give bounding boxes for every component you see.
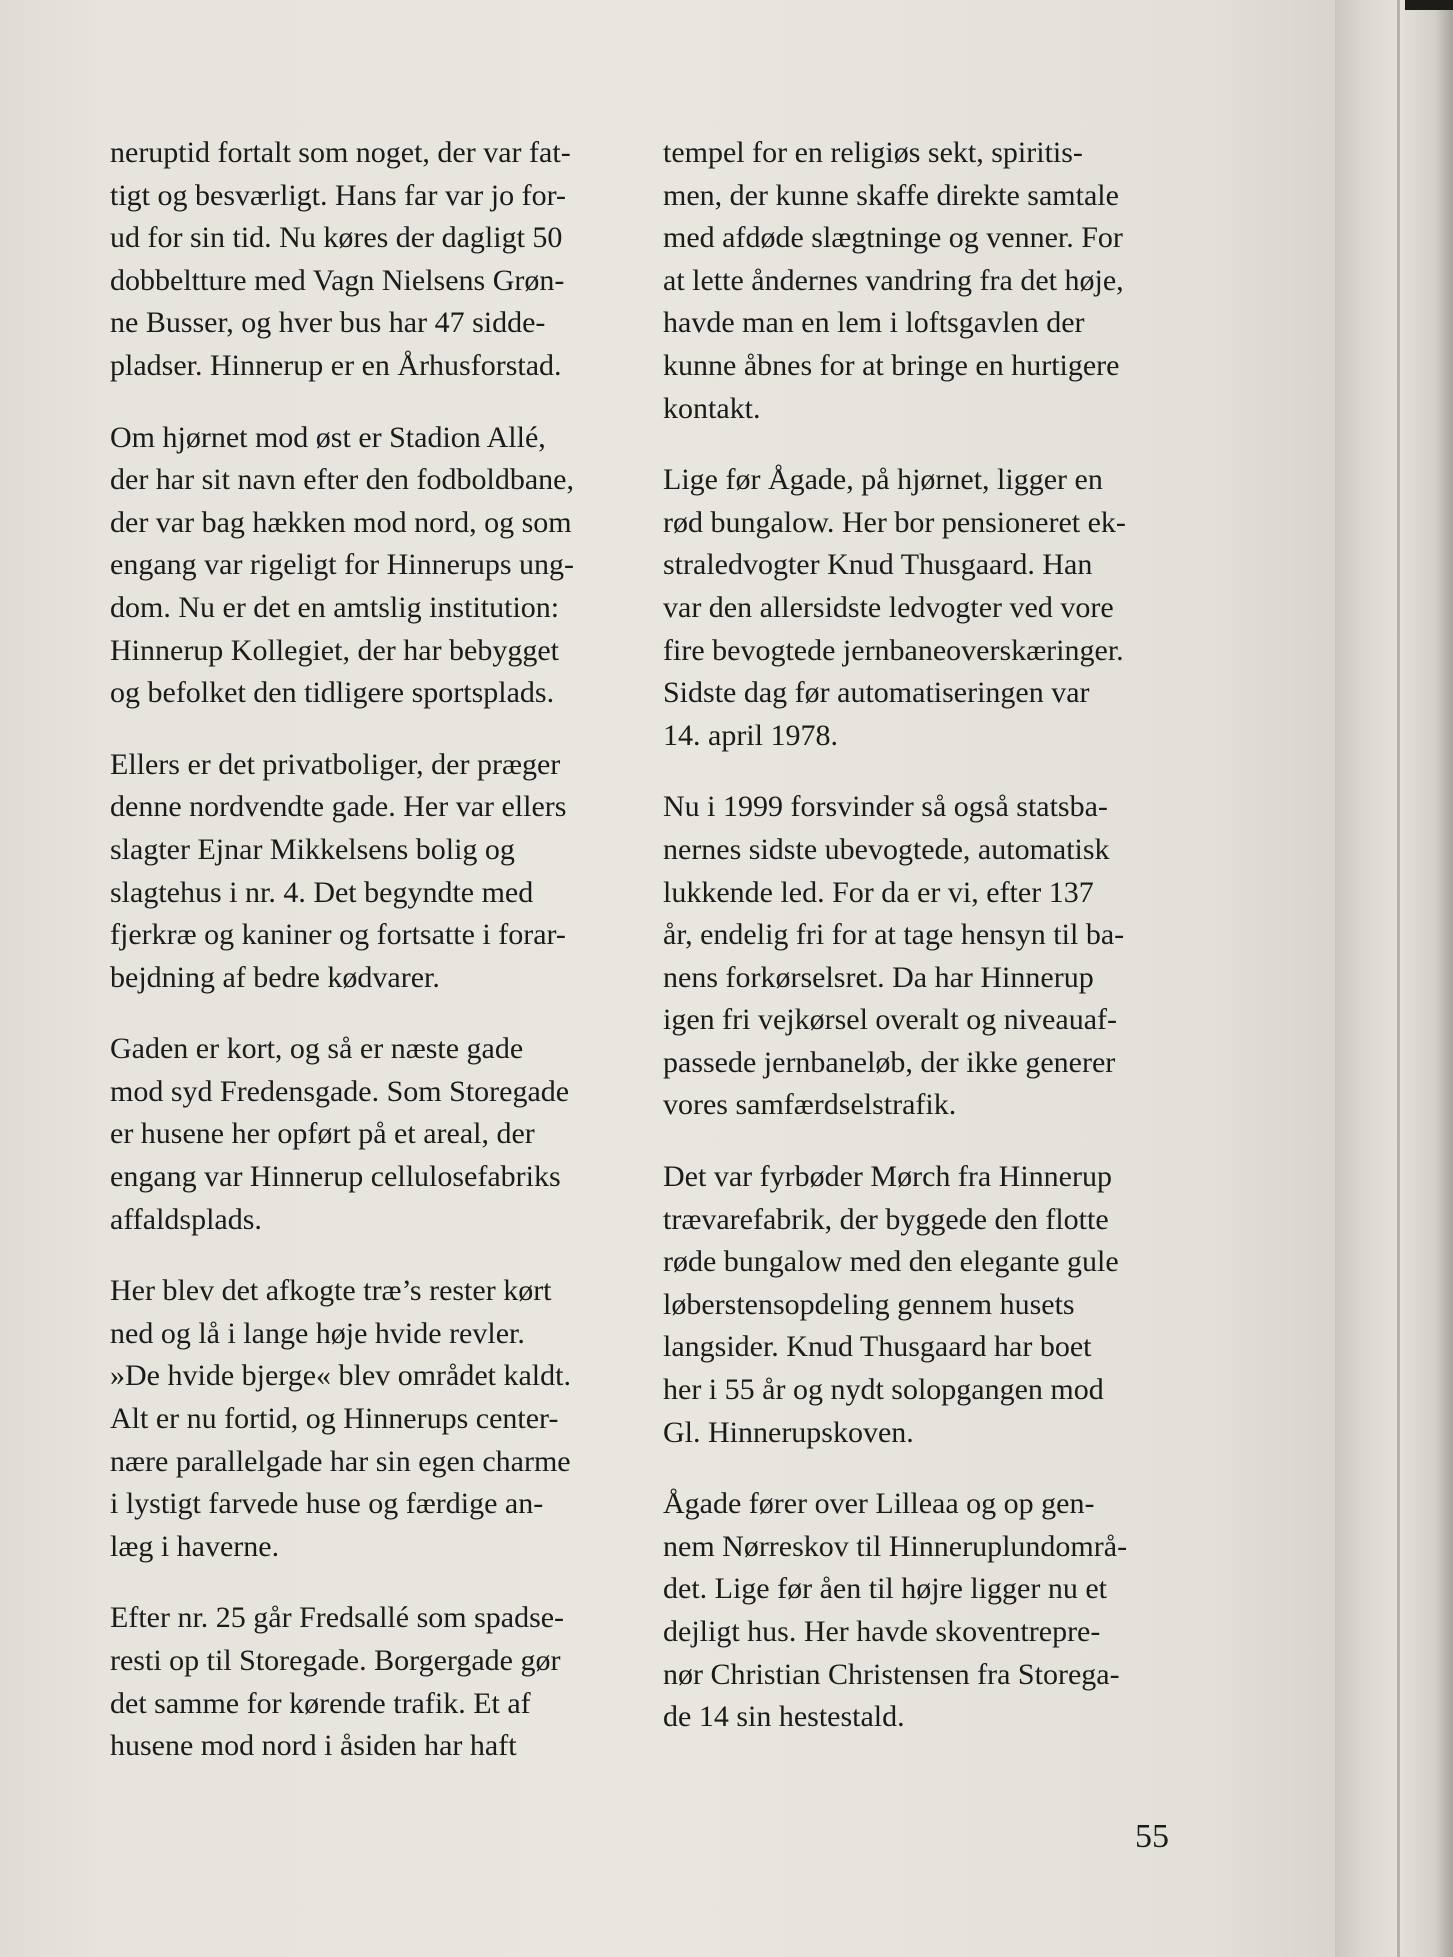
text-line: neruptid fortalt som noget, der var fat- — [110, 136, 571, 169]
text-line: »De hvide bjerge« blev området kaldt. — [110, 1359, 571, 1393]
paragraph — [663, 786, 1183, 1127]
paragraph — [663, 1156, 1183, 1454]
text-line: de 14 sin hestestald. — [663, 1700, 905, 1734]
text-line: fjerkræ og kaniner og fortsatte i forar- — [110, 918, 566, 952]
text-line: Gaden er kort, og så er næste gade — [110, 1032, 524, 1066]
text-line: nære parallelgade har sin egen charme — [110, 1444, 571, 1478]
text-line: slagter Ejnar Mikkelsens bolig og — [110, 832, 515, 866]
text-line: havde man en lem i loftsgavlen der — [663, 306, 1085, 340]
text-line: ud for sin tid. Nu køres der dagligt 50 — [110, 221, 563, 255]
paragraph — [663, 459, 1183, 757]
paragraph — [110, 132, 620, 388]
right-text-column — [663, 132, 1183, 1768]
text-line: husene mod nord i åsiden har haft — [110, 1729, 517, 1763]
text-line: var den allersidste ledvogter ved vore — [663, 590, 1114, 624]
text-line: dejligt hus. Her havde skoventrepre- — [663, 1615, 1101, 1648]
text-line: trævarefabrik, der byggede den flotte — [663, 1202, 1109, 1236]
text-line: Sidste dag før automatiseringen var — [663, 676, 1090, 710]
text-line: langsider. Knud Thusgaard har boet — [663, 1330, 1092, 1364]
text-line: Her blev det afkogte træ’s rester kørt — [110, 1274, 552, 1308]
text-line: tigt og besværligt. Hans far var jo for- — [110, 178, 566, 212]
text-line: engang var rigeligt for Hinnerups ung- — [110, 548, 575, 582]
text-line: det samme for kørende trafik. Et af — [110, 1686, 531, 1720]
text-line: slagtehus i nr. 4. Det begyndte med — [110, 875, 534, 909]
text-line: og befolket den tidligere sportsplads. — [110, 676, 555, 710]
text-line: her i 55 år og nydt solopgangen mod — [663, 1373, 1104, 1407]
text-line: med afdøde slægtninge og venner. For — [663, 221, 1123, 255]
text-line: fire bevogtede jernbaneoverskæringer. — [663, 633, 1124, 667]
text-line: ned og lå i lange høje hvide revler. — [110, 1316, 525, 1350]
paragraph — [663, 1483, 1183, 1739]
text-line: Ellers er det privatboliger, der præger — [110, 747, 561, 781]
text-line: lukkende led. For da er vi, efter 137 — [663, 875, 1094, 909]
text-line: røde bungalow med den elegante gule — [663, 1245, 1119, 1279]
paragraph — [663, 132, 1183, 430]
background-corner — [1405, 0, 1453, 10]
paragraph — [110, 1597, 620, 1767]
text-line: straledvogter Knud Thusgaard. Han — [663, 548, 1093, 582]
text-line: rød bungalow. Her bor pensioneret ek- — [663, 505, 1126, 539]
text-line: Om hjørnet mod øst er Stadion Allé, — [110, 420, 546, 454]
text-line: nør Christian Christensen fra Storega- — [663, 1657, 1120, 1691]
text-line: kontakt. — [663, 391, 761, 425]
text-line: nem Nørreskov til Hinneruplundområ- — [663, 1529, 1128, 1563]
page-number: 55 — [1135, 1818, 1169, 1855]
paragraph — [110, 744, 620, 1000]
text-line: men, der kunne skaffe direkte samtale — [663, 178, 1119, 212]
text-line: nernes sidste ubevogtede, automatisk — [663, 832, 1110, 866]
text-line: det. Lige før åen til højre ligger nu et — [663, 1572, 1108, 1606]
text-line: at lette åndernes vandring fra det høje, — [663, 263, 1124, 297]
page-fold-line — [1397, 0, 1400, 1957]
text-line: læg i haverne. — [110, 1529, 280, 1563]
text-line: Ågade fører over Lilleaa og op gen- — [663, 1487, 1095, 1521]
text-line: dom. Nu er det en amtslig institution: — [110, 590, 560, 624]
text-line: Hinnerup Kollegiet, der har bebygget — [110, 633, 560, 667]
text-line: vores samfærdselstrafik. — [663, 1088, 957, 1122]
text-line: løberstensopdeling gennem husets — [663, 1287, 1075, 1321]
text-line: pladser. Hinnerup er en Århusforstad. — [110, 348, 562, 382]
text-line: Nu i 1999 forsvinder så også statsba- — [663, 790, 1108, 824]
text-line: denne nordvendte gade. Her var ellers — [110, 790, 567, 824]
left-text-column — [110, 132, 620, 1797]
text-line: Gl. Hinnerupskoven. — [663, 1415, 914, 1449]
page-edge — [1335, 0, 1453, 1957]
text-line: 14. april 1978. — [663, 718, 838, 752]
text-line: tempel for en religiøs sekt, spiritis- — [663, 136, 1083, 169]
text-line: der har sit navn efter den fodboldbane, — [110, 463, 574, 497]
paragraph — [110, 417, 620, 715]
text-line: bejdning af bedre kødvarer. — [110, 960, 440, 994]
paragraph — [110, 1028, 620, 1241]
text-line: passede jernbaneløb, der ikke generer — [663, 1045, 1116, 1079]
text-line: i lystigt farvede huse og færdige an- — [110, 1487, 544, 1521]
text-line: kunne åbnes for at bringe en hurtigere — [663, 348, 1120, 382]
text-line: nens forkørselsret. Da har Hinnerup — [663, 960, 1094, 994]
text-line: igen fri vejkørsel overalt og niveauaf- — [663, 1003, 1117, 1037]
text-line: affaldsplads. — [110, 1202, 262, 1236]
text-line: Efter nr. 25 går Fredsallé som spadse- — [110, 1601, 565, 1635]
text-line: Det var fyrbøder Mørch fra Hinnerup — [663, 1160, 1112, 1194]
paragraph — [110, 1270, 620, 1568]
text-line: dobbeltture med Vagn Nielsens Grøn- — [110, 263, 565, 297]
text-line: Lige før Ågade, på hjørnet, ligger en — [663, 463, 1103, 497]
text-line: der var bag hækken mod nord, og som — [110, 505, 572, 539]
text-line: Alt er nu fortid, og Hinnerups center- — [110, 1402, 559, 1436]
text-line: resti op til Storegade. Borgergade gør — [110, 1644, 561, 1677]
text-line: engang var Hinnerup cellulosefabriks — [110, 1160, 561, 1194]
text-line: ne Busser, og hver bus har 47 sidde- — [110, 306, 546, 340]
text-line: mod syd Fredensgade. Som Storegade — [110, 1074, 570, 1108]
text-line: er husene her opført på et areal, der — [110, 1117, 535, 1151]
text-line: år, endelig fri for at tage hensyn til ba- — [663, 918, 1125, 952]
